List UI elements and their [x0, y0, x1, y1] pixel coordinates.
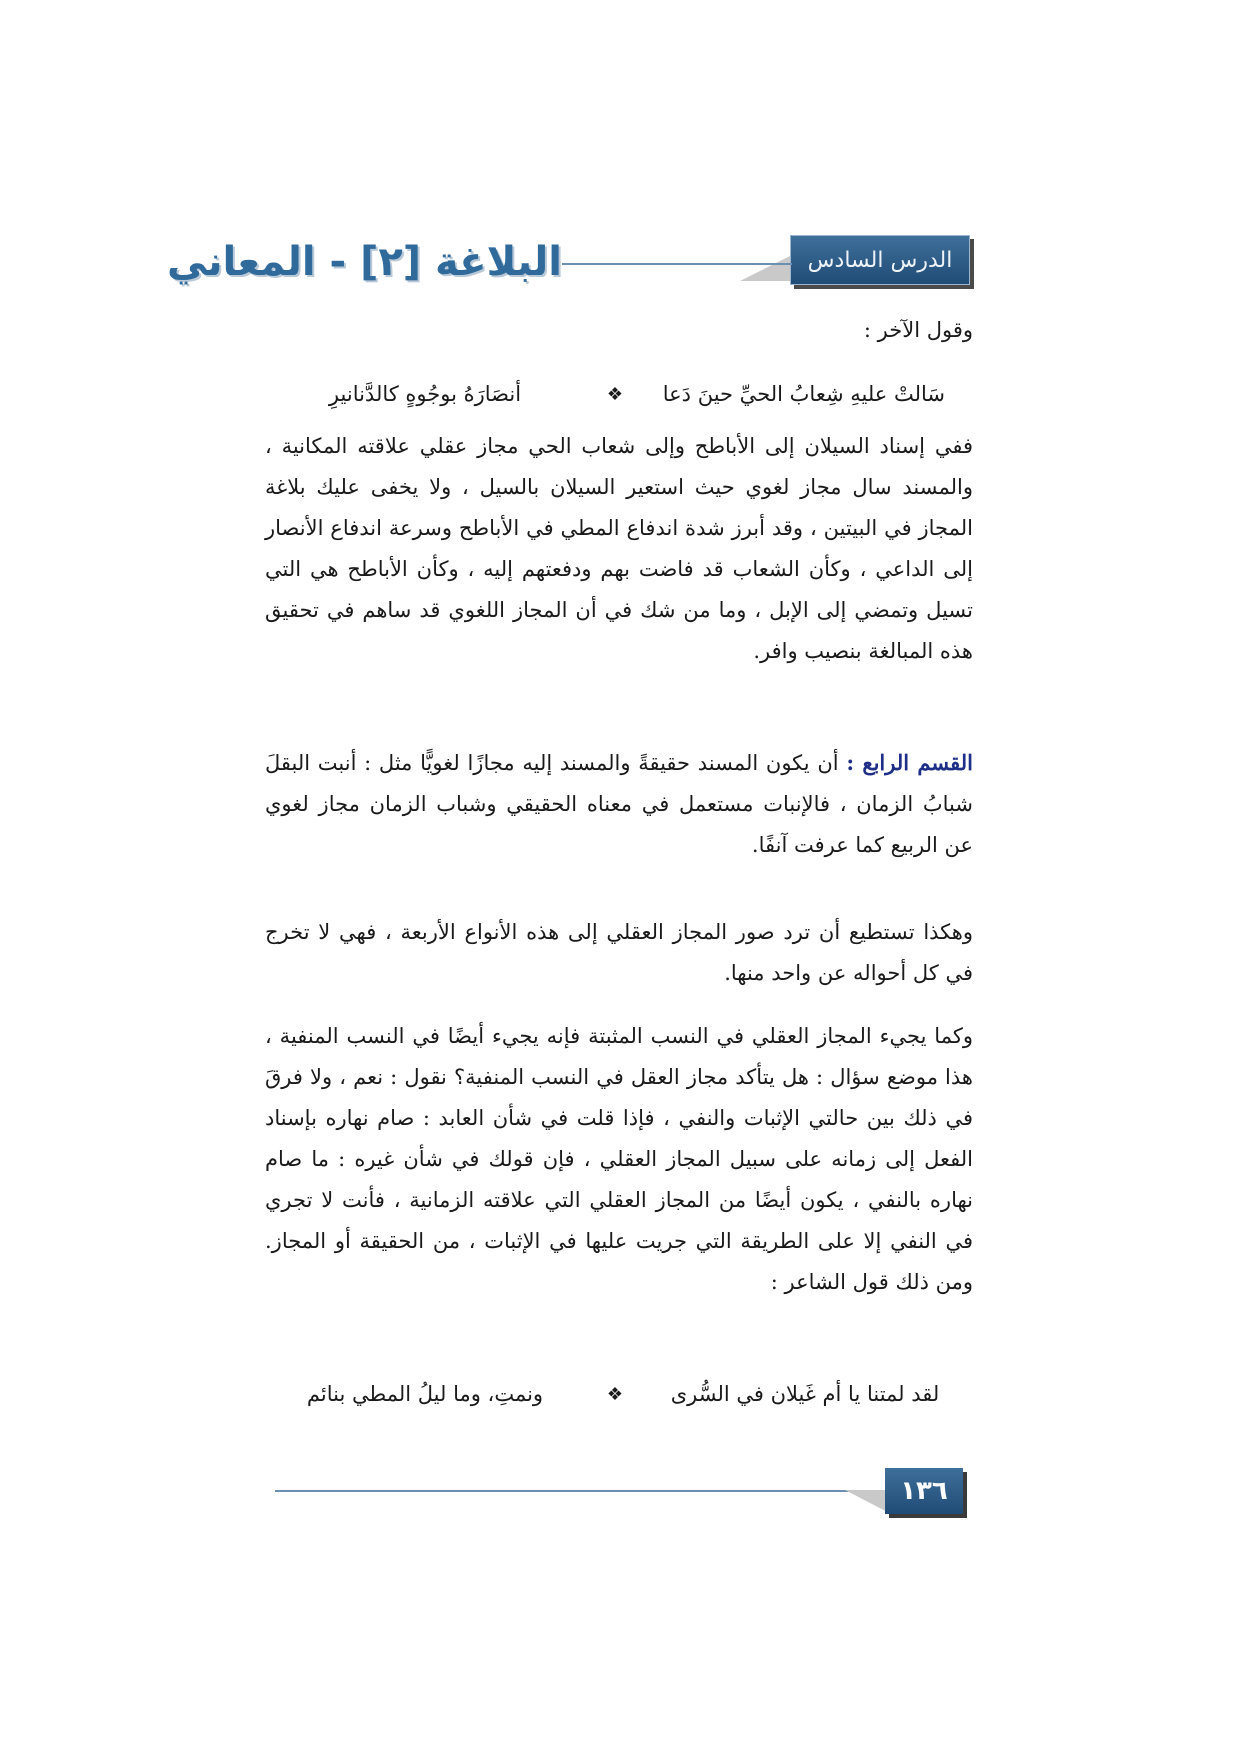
paragraph-3: [265, 912, 973, 994]
header-divider: [562, 263, 792, 265]
paragraph-4: [265, 1016, 973, 1303]
verse-2-second-hemistich: ونمتِ، وما ليلُ المطي بنائم: [306, 1382, 544, 1406]
paragraph-1-text: ففي إسناد السيلان إلى الأباطح وإلى شعاب الحي مجاز عقلي علاقته المكانية ، والمسند سال مجاز لغوي حيث استعير السيلان بالسيل ، ولا يخفى عليك بلاغة المجاز في البيتين ، وقد أبرز شدة اندفاع المطي في الأباطح وسرعة اندفاع الأنصار إلى الداعي ، وكأن الشعاب قد فاضت بهم ودفعتهم إليه ، وكأن الأباطح هي التي تسيل وتمضي إلى الإبل ، وما من شك في أن المجاز اللغوي قد ساهم في تحقيق هذه المبالغة بنصيب وافر.: [265, 434, 973, 663]
paragraph-2-body: أن يكون المسند حقيقةً والمسند إليه مجازًا لغويًّا مثل : أنبت البقلَ شبابُ الزمان ، فالإنبات مستعمل في معناه الحقيقي وشباب الزمان مجاز لغوي عن الربيع كما عرفت آنفًا.: [265, 751, 973, 857]
verse-1-second-hemistich: أنصَارَهُ بوجُوهٍ كالدَّنانيرِ: [328, 382, 522, 406]
lesson-label: الدرس السادس: [807, 247, 953, 273]
header-shadow-decoration: [740, 255, 792, 281]
verse-separator-icon: ❖: [606, 1383, 624, 1405]
verse-2-first-hemistich: لقد لمتنا يا أم غَيلان في السُّرى: [670, 1382, 940, 1406]
verse-2: [285, 1382, 945, 1406]
footer-divider: [275, 1490, 895, 1492]
lesson-label-box: [790, 235, 970, 285]
page-number-box: [885, 1468, 963, 1514]
page-number: ١٣٦: [900, 1476, 948, 1506]
book-title: البلاغة [٢] - المعاني: [166, 239, 562, 285]
verse-1-first-hemistich: سَالتْ عليهِ شِعابُ الحيِّ حينَ دَعا: [662, 382, 945, 406]
intro-text: [265, 310, 973, 351]
verse-separator-icon: ❖: [606, 383, 624, 405]
verse-1: [285, 382, 945, 406]
paragraph-2: [265, 742, 973, 866]
paragraph-4-text: وكما يجيء المجاز العقلي في النسب المثبتة فإنه يجيء أيضًا في النسب المنفية ، هذا موضع سؤال : هل يتأكد مجاز العقل في النسب المنفية؟ نقول : نعم ، ولا فرقَ في ذلك بين حالتي الإثبات والنفي ، فإذا قلت في شأن العابد : صام نهاره بإسناد الفعل إلى زمانه على سبيل المجاز العقلي ، فإن قولك في شأن غيره : ما صام نهاره بالنفي ، يكون أيضًا من المجاز العقلي التي علاقته الزمانية ، فأنت لا تجري في النفي إلا على الطريقة التي جريت عليها في الإثبات ، من الحقيقة أو المجاز. ومن ذلك قول الشاعر :: [265, 1024, 973, 1294]
paragraph-1: [265, 426, 973, 672]
intro-line: وقول الآخر :: [863, 318, 973, 342]
section-heading: القسم الرابع :: [846, 750, 973, 775]
paragraph-2-text: [265, 742, 973, 866]
paragraph-3-text: وهكذا تستطيع أن ترد صور المجاز العقلي إلى هذه الأنواع الأربعة ، فهي لا تخرج في كل أحواله عن واحد منها.: [265, 920, 973, 985]
